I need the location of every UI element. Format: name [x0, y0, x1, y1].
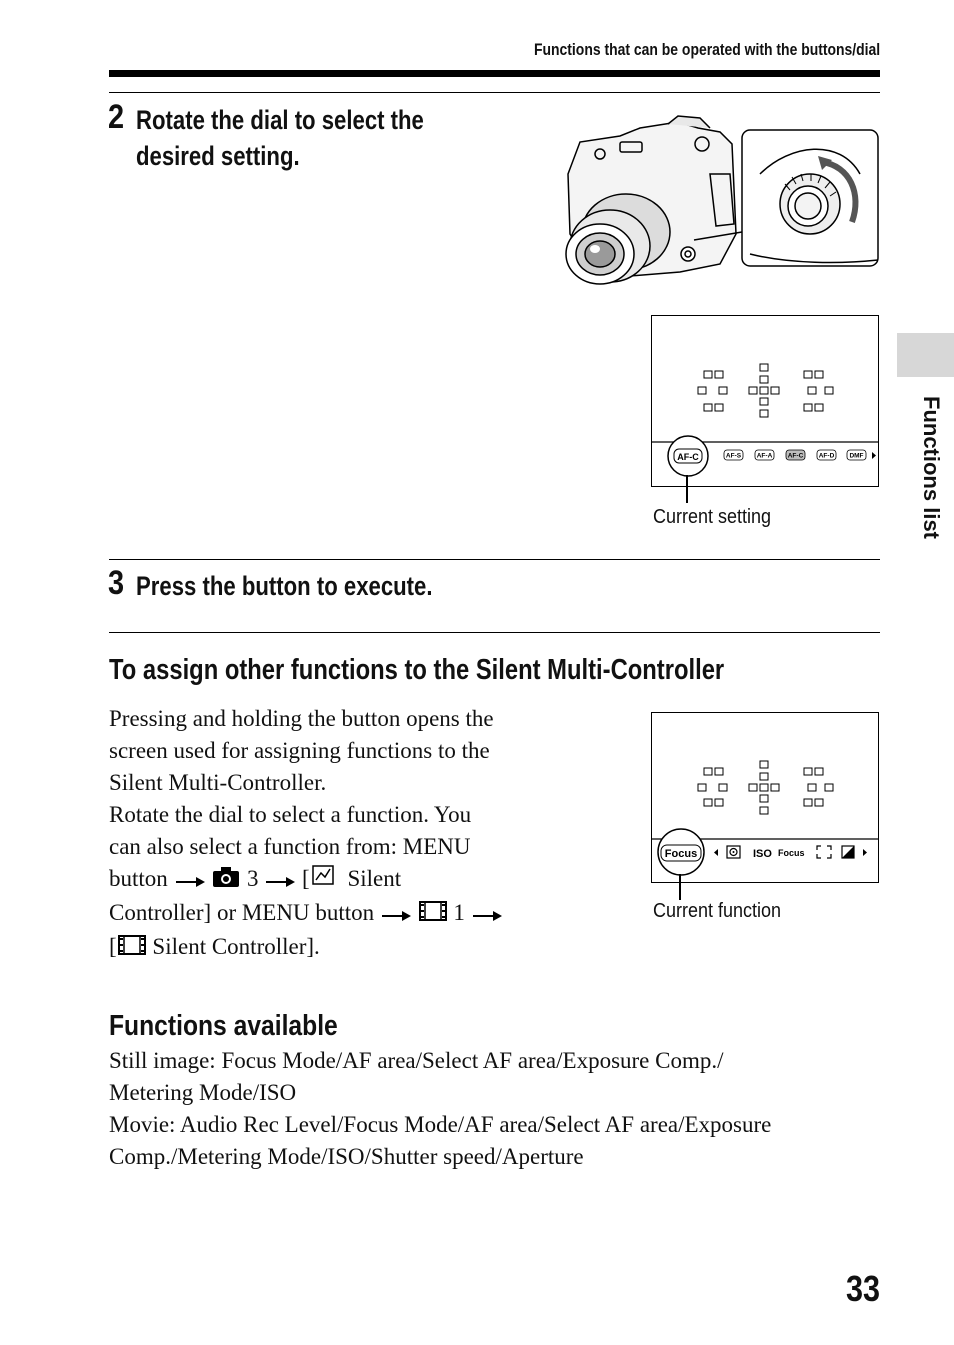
- step-3-text: Press the button to execute.: [136, 571, 433, 601]
- running-header: Functions that can be operated with the buttons/dial: [533, 40, 880, 59]
- functions-list: Still image: Focus Mode/AF area/Select AF area/Exposure Comp./ Metering Mode/ISO Movie: Audio Rec Level/Focus Mode/AF area/Select AF area/Exposure Comp./Metering Mode/ISO/Shutter speed/Aperture: [109, 1048, 772, 1169]
- camera-illustration: [560, 114, 880, 286]
- step-2-text: Rotate the dial to select the desired setting.: [136, 105, 424, 171]
- screen1-caption: Current setting: [653, 506, 772, 528]
- screen-function-assign: [651, 712, 879, 883]
- side-tab-label: Functions list: [919, 396, 944, 539]
- callout-line: [686, 475, 688, 503]
- mode-option: AF-A: [756, 452, 773, 460]
- movie-icon: [418, 899, 448, 931]
- functions-heading: Functions available: [109, 1010, 338, 1042]
- multi-controller-icon: [310, 864, 336, 897]
- arrow-left-icon: [714, 849, 718, 856]
- side-tab-marker: [897, 333, 954, 377]
- assign-paragraph: Pressing and holding the button opens the screen used for assigning functions to the Silent Multi-Controller. Rotate the dial to select a function. You can also select a function from: MENU button 3 [ Silent Controller] or MENU button 1 [ Silent Controller].: [109, 703, 503, 965]
- mode-option: AF-D: [818, 452, 835, 460]
- mode-option: DMF: [849, 452, 864, 460]
- arrow-right-icon: [872, 452, 876, 459]
- header-rule: [109, 70, 880, 77]
- step-3-number: 3: [108, 564, 125, 602]
- mode-option-selected: AF-C: [787, 452, 804, 460]
- focus-small-label: Focus: [778, 848, 805, 858]
- mode-option: AF-S: [725, 452, 742, 460]
- callout-line: [679, 874, 681, 900]
- iso-label: ISO: [753, 848, 772, 860]
- current-mode-label: AF-C: [677, 452, 699, 462]
- current-function-label: Focus: [664, 848, 698, 860]
- screen-focus-mode: [651, 315, 879, 487]
- arrow-right-icon: [174, 865, 206, 897]
- step2-rule: [109, 92, 880, 93]
- af-area-grid: [652, 316, 878, 486]
- arrow-right-icon: [863, 849, 867, 856]
- section-heading: To assign other functions to the Silent Multi-Controller: [109, 654, 725, 686]
- metering-icon: [727, 846, 740, 858]
- camera-icon: [211, 865, 241, 897]
- arrow-right-icon: [264, 865, 296, 897]
- exposure-comp-icon: [842, 846, 854, 858]
- section-rule: [109, 632, 880, 633]
- arrow-right-icon: [471, 899, 503, 931]
- af-area-grid: [652, 713, 878, 882]
- movie-icon: [117, 933, 147, 965]
- step-2-number: 2: [108, 98, 125, 136]
- page-number: 33: [845, 1268, 880, 1309]
- step3-rule: [109, 559, 880, 560]
- screen2-caption: Current function: [653, 900, 782, 922]
- af-area-icon: [817, 846, 831, 858]
- arrow-right-icon: [380, 899, 412, 931]
